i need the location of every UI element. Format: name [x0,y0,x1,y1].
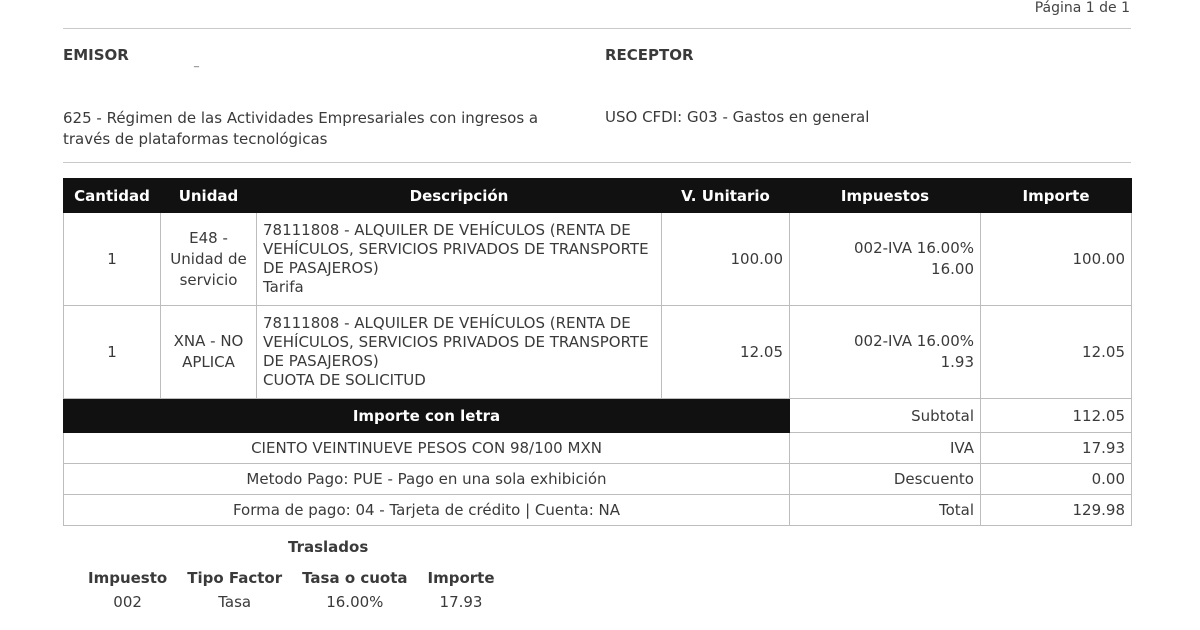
metodo-pago: Metodo Pago: PUE - Pago en una sola exhibición [64,464,790,495]
top-divider [63,28,1131,29]
iva-label: IVA [790,433,981,464]
cell-importe: 12.05 [981,306,1132,399]
subtotal-value: 112.05 [981,399,1132,433]
receptor-heading: RECEPTOR [605,46,694,64]
traslados-importe: 17.93 [439,593,483,611]
importe-letra-heading: Importe con letra [64,399,790,433]
descripcion-text: 78111808 - ALQUILER DE VEHÍCULOS (RENTA DE VEHÍCULOS, SERVICIOS PRIVADOS DE TRANSPORTE DE PASAJEROS) [263,314,649,370]
total-label: Total [790,495,981,526]
importe-letra-text: CIENTO VEINTINUEVE PESOS CON 98/100 MXN [64,433,790,464]
summary-row-descuento [64,464,1132,495]
col-header-v-unitario: V. Unitario [662,179,790,213]
impuesto-monto: 1.93 [940,353,974,371]
col-header-descripcion: Descripción [257,179,662,213]
traslados-table [78,566,505,614]
cell-v-unitario: 12.05 [662,306,790,399]
emisor-regimen: 625 - Régimen de las Actividades Empresariales con ingresos a través de plataformas tecnológicas [63,109,539,148]
traslados-header-impuesto: Impuesto [88,569,168,587]
table-row [64,213,1132,306]
subtotal-label: Subtotal [790,399,981,433]
cell-unidad: XNA - NO APLICA [161,306,257,399]
cell-impuestos [790,306,981,399]
page-number: Página 1 de 1 [1034,0,1130,16]
cell-importe: 100.00 [981,213,1132,306]
concepts-table [63,178,1132,526]
traslados-impuesto: 002 [113,593,142,611]
col-header-impuestos: Impuestos [790,179,981,213]
cell-descripcion [257,213,662,306]
cell-cantidad: 1 [64,306,161,399]
table-header-row [64,179,1132,213]
traslados-header-tasa: Tasa o cuota [302,569,408,587]
receptor-uso-cfdi: USO CFDI: G03 - Gastos en general [605,108,870,126]
traslados-header-importe: Importe [427,569,495,587]
impuesto-tipo: 002-IVA 16.00% [854,332,974,350]
col-header-importe: Importe [981,179,1132,213]
mid-divider [63,162,1131,163]
cell-descripcion [257,306,662,399]
traslados-tipo-factor: Tasa [218,593,252,611]
emisor-heading: EMISOR [63,46,129,64]
traslados-row [78,590,505,614]
forma-pago: Forma de pago: 04 - Tarjeta de crédito | Cuenta: NA [64,495,790,526]
cell-cantidad: 1 [64,213,161,306]
col-header-unidad: Unidad [161,179,257,213]
total-value: 129.98 [981,495,1132,526]
descripcion-detalle: CUOTA DE SOLICITUD [263,371,426,389]
emisor-mark: _ [194,57,199,68]
traslados-tasa: 16.00% [326,593,384,611]
descuento-value: 0.00 [981,464,1132,495]
summary-row-total [64,495,1132,526]
cell-impuestos [790,213,981,306]
traslados-header-row [78,566,505,590]
table-row [64,306,1132,399]
impuesto-tipo: 002-IVA 16.00% [854,239,974,257]
cell-v-unitario: 100.00 [662,213,790,306]
traslados-title: Traslados [288,538,369,556]
iva-value: 17.93 [981,433,1132,464]
summary-row-iva [64,433,1132,464]
traslados-header-tipo-factor: Tipo Factor [187,569,283,587]
impuesto-monto: 16.00 [931,260,974,278]
descripcion-text: 78111808 - ALQUILER DE VEHÍCULOS (RENTA DE VEHÍCULOS, SERVICIOS PRIVADOS DE TRANSPORTE DE PASAJEROS) [263,221,649,277]
descripcion-detalle: Tarifa [263,278,304,296]
summary-row-subtotal [64,399,1132,433]
cell-unidad: E48 - Unidad de servicio [161,213,257,306]
col-header-cantidad: Cantidad [64,179,161,213]
descuento-label: Descuento [790,464,981,495]
